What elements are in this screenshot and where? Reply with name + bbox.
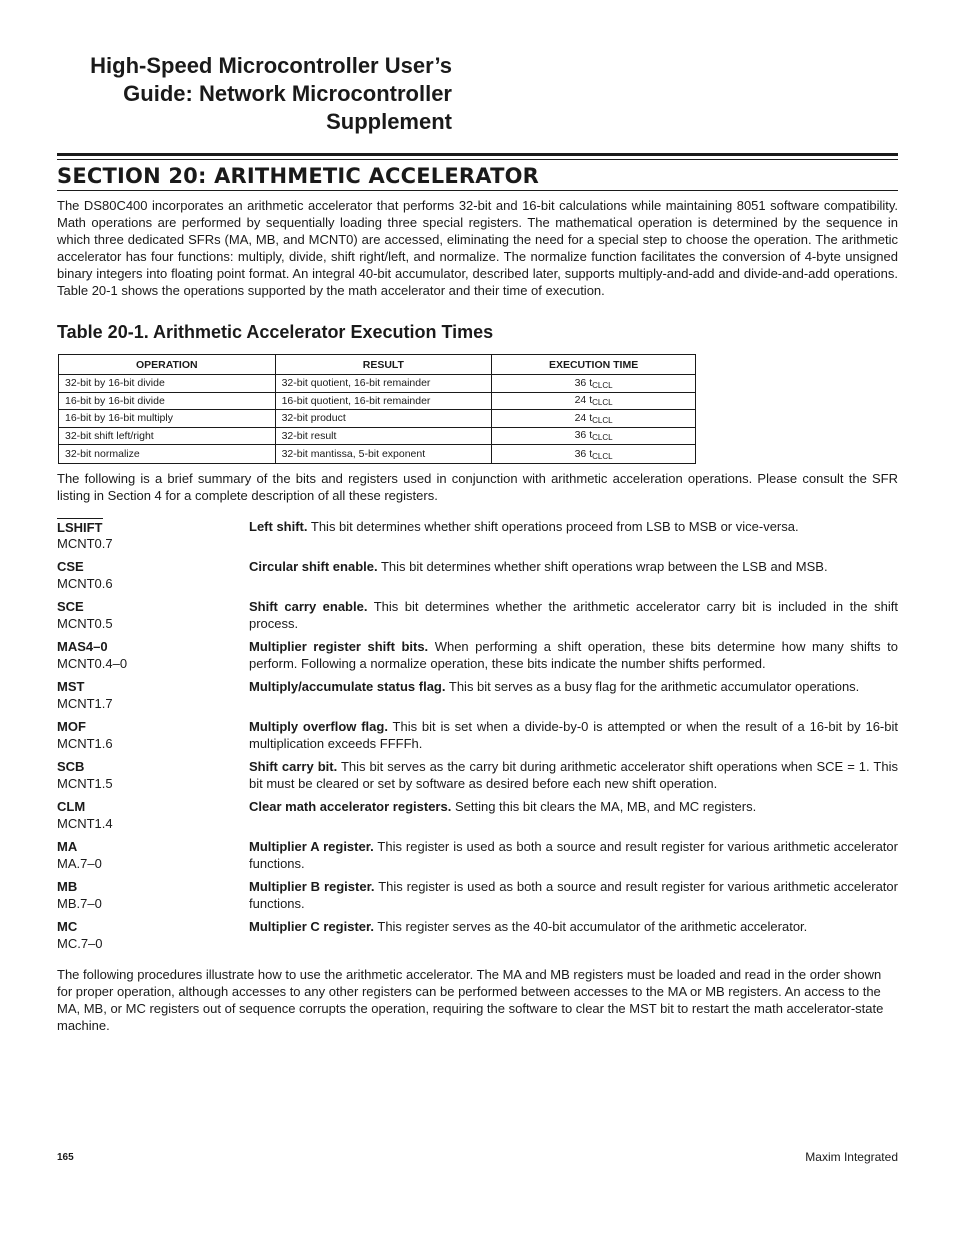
register-name: MAS4–0 — [57, 639, 108, 654]
register-description-text: This register serves as the 40-bit accumulator of the arithmetic accelerator. — [377, 919, 808, 934]
register-description-text: This bit is set when a divide-by-0 is attempted or when the result of a 16-bit by 16-bit multiplication exceeds FFFFh. — [249, 719, 898, 751]
register-description-text: Setting this bit clears the MA, MB, and MC registers. — [454, 799, 757, 814]
register-description — [249, 918, 898, 935]
time-unit-subscript: CLCL — [592, 380, 613, 390]
register-address: MC.7–0 — [57, 936, 103, 951]
register-description-text: This bit serves as the carry bit during arithmetic accelerator shift operations when SCE = 1. This bit must be cleared or set by software as desired before each new shift operation. — [249, 759, 898, 791]
time-unit-subscript: CLCL — [592, 398, 613, 408]
register-address: MCNT1.4 — [57, 816, 113, 831]
column-header-operation: OPERATION — [59, 355, 276, 375]
time-value: 36 — [574, 447, 587, 460]
register-description-title: Left shift. — [249, 519, 308, 534]
register-description-text: This bit determines whether shift operations wrap between the LSB and MSB. — [380, 559, 828, 574]
time-unit-subscript: CLCL — [592, 451, 613, 461]
column-header-result: RESULT — [275, 355, 492, 375]
document-title — [60, 52, 452, 136]
register-name: SCB — [57, 759, 85, 774]
result-cell: 16-bit quotient, 16-bit remainder — [275, 392, 492, 410]
header-rule-thin — [57, 159, 898, 160]
time-cell — [492, 445, 696, 464]
intro-paragraph: The DS80C400 incorporates an arithmetic accelerator that performs 32-bit and 16-bit calculations while maintaining 8051 software compatibility. Math operations are performed by sequentially loading three special registers. The mathematical operation is determined by the sequence in which three dedicated SFRs (MA, MB, and MCNT0) are accessed, eliminating the need for a special step to choose the operation. The arithmetic accelerator has four functions: multiply, divide, shift right/left, and normalize. The normalize function facilitates the conversion of 4-byte unsigned binary integers into floating point format. An integral 40-bit accumulator, described later, supports multiply-and-add and divide-and-add operations. Table 20-1 shows the operations supported by the math accelerator and their time of execution. — [57, 198, 898, 298]
time-unit: t — [589, 411, 593, 424]
register-address: MA.7–0 — [57, 856, 102, 871]
register-address: MCNT0.4–0 — [57, 656, 128, 671]
table-row — [59, 375, 696, 393]
register-description — [249, 518, 898, 535]
document-title-line-2: Guide: Network Microcontroller — [123, 81, 452, 106]
register-description-title: Multiplier B register. — [249, 879, 375, 894]
register-description — [249, 878, 898, 912]
time-unit-subscript: CLCL — [592, 415, 613, 425]
register-address: MCNT0.6 — [57, 576, 113, 591]
register-description — [249, 798, 898, 815]
document-title-line-1: High-Speed Microcontroller User’s — [90, 53, 452, 78]
register-description-text: This register is used as both a source and result register for various arithmetic accelerator functions. — [249, 839, 898, 871]
register-description — [249, 718, 898, 752]
register-address: MB.7–0 — [57, 896, 102, 911]
register-name: CSE — [57, 559, 84, 574]
time-cell — [492, 427, 696, 445]
register-description — [249, 838, 898, 872]
result-cell: 32-bit result — [275, 427, 492, 445]
time-cell — [492, 375, 696, 393]
time-unit: t — [589, 447, 593, 460]
register-description-title: Shift carry bit. — [249, 759, 338, 774]
time-unit-subscript: CLCL — [592, 433, 613, 443]
register-description-title: Multiplier C register. — [249, 919, 374, 934]
register-address: MCNT0.5 — [57, 616, 113, 631]
register-name: CLM — [57, 799, 86, 814]
register-description-title: Circular shift enable. — [249, 559, 378, 574]
footer-brand: Maxim Integrated — [805, 1150, 898, 1164]
closing-paragraph: The following procedures illustrate how to use the arithmetic accelerator. The MA and MB registers must be loaded and read in the order shown for proper operation, although accesses to any other registers can be performed between accesses to the MA or MB registers. An access to the MA, MB, or MC registers out of sequence corrupts the operation, requiring the software to clear the MST bit to restart the math accelerator-state machine. — [57, 967, 884, 1033]
register-description — [249, 758, 898, 792]
register-address: MCNT1.6 — [57, 736, 113, 751]
execution-times-table — [58, 354, 696, 464]
operation-cell: 32-bit normalize — [59, 445, 276, 464]
page-number: 165 — [57, 1152, 74, 1163]
header-rule-thick — [57, 153, 898, 156]
register-description — [249, 678, 898, 695]
summary-paragraph: The following is a brief summary of the bits and registers used in conjunction with arithmetic acceleration operations. Please consult the SFR listing in Section 4 for a complete description of all these registers. — [57, 471, 898, 503]
time-unit: t — [589, 429, 593, 442]
register-description-title: Multiply/accumulate status flag. — [249, 679, 446, 694]
table-title: Table 20-1. Arithmetic Accelerator Execution Times — [57, 322, 494, 342]
operation-cell: 32-bit by 16-bit divide — [59, 375, 276, 393]
register-description-text: This bit determines whether the arithmetic accelerator carry bit is included in the shift process. — [249, 599, 898, 631]
table-header-row — [59, 355, 696, 375]
table-row — [59, 410, 696, 428]
document-title-line-3: Supplement — [326, 109, 452, 134]
register-name: SCE — [57, 599, 84, 614]
operation-cell: 32-bit shift left/right — [59, 427, 276, 445]
register-description-title: Multiplier register shift bits. — [249, 639, 429, 654]
register-description-title: Shift carry enable. — [249, 599, 368, 614]
register-description-text: When performing a shift operation, these bits determine how many shifts to perform. Following a normalize operation, these bits indicate the number shifts performed. — [249, 639, 898, 671]
time-value: 24 — [574, 411, 587, 424]
register-address: MCNT0.7 — [57, 536, 113, 551]
operation-cell: 16-bit by 16-bit multiply — [59, 410, 276, 428]
register-name: MST — [57, 679, 85, 694]
register-description — [249, 638, 898, 672]
register-name: MB — [57, 879, 78, 894]
register-description-text: This bit serves as a busy flag for the arithmetic accumulator operations. — [448, 679, 860, 694]
time-unit: t — [589, 394, 593, 407]
section-heading: SECTION 20: ARITHMETIC ACCELERATOR — [57, 164, 540, 188]
register-description-text: This bit determines whether shift operations proceed from LSB to MSB or vice-versa. — [310, 519, 799, 534]
time-cell — [492, 410, 696, 428]
table-row — [59, 445, 696, 464]
time-value: 36 — [574, 376, 587, 389]
time-unit: t — [589, 376, 593, 389]
register-name: MC — [57, 919, 78, 934]
section-heading-underline — [57, 190, 898, 191]
column-header-execution-time: EXECUTION TIME — [492, 355, 696, 375]
table-row — [59, 392, 696, 410]
register-address: MCNT1.5 — [57, 776, 113, 791]
time-value: 24 — [574, 394, 587, 407]
result-cell: 32-bit product — [275, 410, 492, 428]
operation-cell: 16-bit by 16-bit divide — [59, 392, 276, 410]
table-row — [59, 427, 696, 445]
register-description-text: This register is used as both a source and result register for various arithmetic accelerator functions. — [249, 879, 898, 911]
time-value: 36 — [574, 429, 587, 442]
result-cell: 32-bit quotient, 16-bit remainder — [275, 375, 492, 393]
register-name: LSHIFT — [57, 520, 103, 535]
register-description-title: Multiply overflow flag. — [249, 719, 388, 734]
register-address: MCNT1.7 — [57, 696, 113, 711]
register-name: MA — [57, 839, 78, 854]
register-description-title: Multiplier A register. — [249, 839, 374, 854]
register-description — [249, 558, 898, 575]
result-cell: 32-bit mantissa, 5-bit exponent — [275, 445, 492, 464]
register-description-title: Clear math accelerator registers. — [249, 799, 452, 814]
register-name: MOF — [57, 719, 86, 734]
register-description — [249, 598, 898, 632]
time-cell — [492, 392, 696, 410]
